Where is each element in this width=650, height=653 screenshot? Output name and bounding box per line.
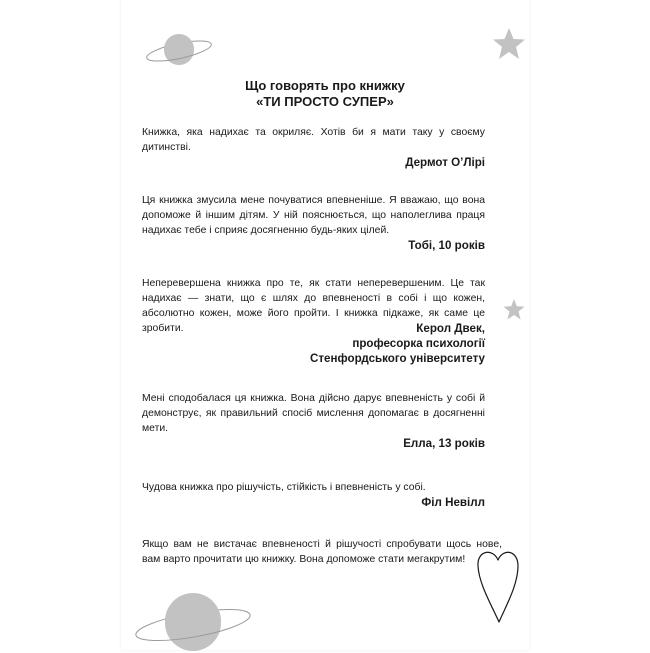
- review-author: [403, 436, 485, 451]
- review-author: [405, 155, 485, 170]
- author-line: Керол Двек,: [416, 322, 485, 335]
- review-text: Неперевершена книжка про те, як стати неперевершеним. Це так надихає — знати, що є шлях до впевненості в собі і що кожен, абсолютно кожен, може його пройти. І книжка підкаже, як саме це зробити.: [142, 278, 485, 334]
- star-icon: [502, 298, 526, 321]
- star-icon: [491, 27, 527, 61]
- author-line: Елла, 13 років: [403, 437, 485, 450]
- review-text: Чудова книжка про рішучість, стійкість і впевненість у собі.: [142, 482, 426, 493]
- author-line: Філ Невілл: [421, 496, 485, 509]
- planet-icon: [131, 583, 253, 653]
- title-line: Що говорять про книжку: [245, 78, 405, 93]
- book-page: [121, 0, 529, 650]
- page-title: [121, 78, 529, 110]
- author-line: Стенфордського університету: [310, 352, 485, 365]
- review-text: Мені сподобалася ця книжка. Вона дійсно дарує впевненість у собі й демонструє, як правильний спосіб мислення допомагає в досягненні мети.: [142, 393, 485, 434]
- author-line: професорка психології: [352, 337, 485, 350]
- review-author: [408, 238, 485, 253]
- review-author: [421, 495, 485, 510]
- review-text: Ця книжка змусила мене почуватися впевненіше. Я вважаю, що вона допоможе й іншим дітям. У ній пояснюється, що наполеглива праця надихає тебе і сприяє досягненню будь-яких цілей.: [142, 195, 485, 236]
- title-line: «ТИ ПРОСТО СУПЕР»: [256, 94, 394, 109]
- author-line: Дермот О’Лірі: [405, 156, 485, 169]
- planet-icon: [143, 26, 215, 74]
- author-line: Тобі, 10 років: [408, 239, 485, 252]
- review-text: Якщо вам не вистачає впевненості й рішучості спробувати щось нове, вам варто прочитати цю книжку. Вона допоможе стати мегакрутим!: [142, 539, 502, 565]
- review-text: Книжка, яка надихає та окриляє. Хотів би я мати таку у своєму дитинстві.: [142, 127, 485, 153]
- review-author: [310, 321, 485, 366]
